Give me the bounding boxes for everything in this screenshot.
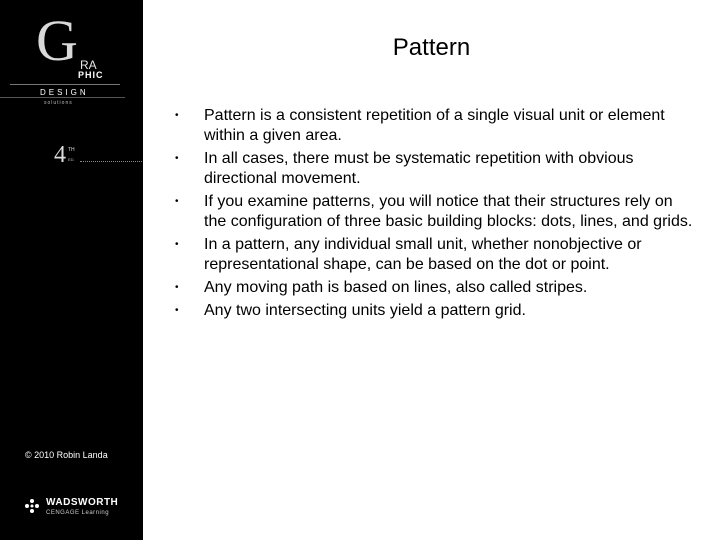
publisher-name: WADSWORTH: [46, 497, 119, 508]
logo-divider: [10, 84, 120, 85]
bullet-text: If you examine patterns, you will notice that their structures rely on the configuration of three basic building blocks: dots, lines, and grids.: [204, 193, 693, 230]
logo-text-phic: PHIC: [78, 70, 104, 80]
edition-suffix: TH: [68, 147, 75, 153]
bullet-icon: •: [175, 305, 179, 316]
copyright-notice: © 2010 Robin Landa: [25, 450, 108, 460]
logo-text-solutions: solutions: [44, 100, 73, 106]
bullet-item: [175, 301, 695, 321]
wadsworth-logo-icon: [24, 498, 40, 516]
bullet-item: [175, 278, 695, 298]
bullet-item: [175, 106, 695, 146]
edition-dotted-line: [80, 161, 142, 162]
logo-letter-g: G: [36, 8, 78, 73]
bullet-list: [175, 106, 695, 324]
bullet-item: [175, 235, 695, 275]
bullet-item: [175, 149, 695, 189]
bullet-icon: •: [175, 282, 179, 293]
publisher-logo: [24, 497, 124, 519]
bullet-icon: •: [175, 196, 179, 207]
sidebar-panel: [0, 0, 143, 540]
bullet-icon: •: [175, 153, 179, 164]
logo-divider: [0, 97, 125, 98]
publisher-subtitle: CENGAGE Learning: [46, 510, 110, 516]
bullet-text: Any moving path is based on lines, also called stripes.: [204, 279, 588, 296]
logo-text-ra: RA: [80, 58, 97, 72]
bullet-item: [175, 192, 695, 232]
logo-text-design: DESIGN: [40, 88, 89, 97]
edition-label: ED.: [68, 157, 75, 162]
bullet-icon: •: [175, 110, 179, 121]
bullet-text: Any two intersecting units yield a pattern grid.: [204, 302, 526, 319]
edition-number: 4: [54, 142, 66, 168]
bullet-text: Pattern is a consistent repetition of a single visual unit or element within a given area.: [204, 107, 665, 144]
slide-title: Pattern: [392, 34, 471, 61]
bullet-text: In all cases, there must be systematic repetition with obvious directional movement.: [204, 150, 634, 187]
bullet-icon: •: [175, 239, 179, 250]
bullet-text: In a pattern, any individual small unit, whether nonobjective or representational shape, can be based on the dot or point.: [204, 236, 642, 273]
